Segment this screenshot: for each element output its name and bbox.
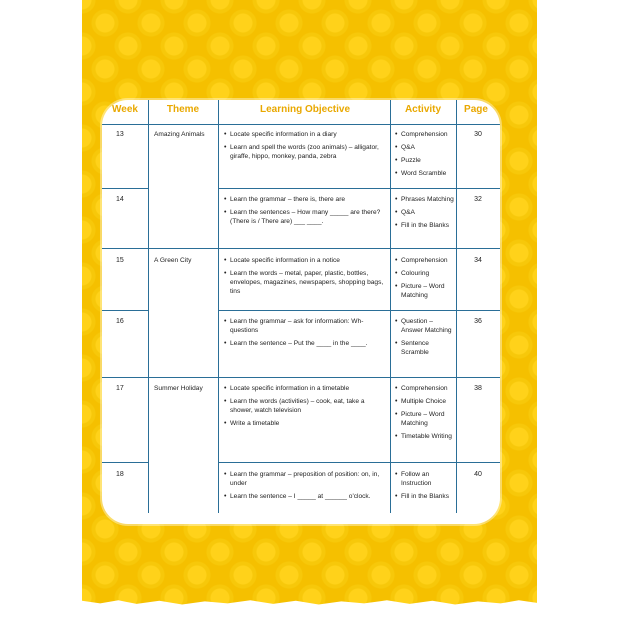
activity-item: • Multiple Choice [395, 397, 455, 406]
header-learning-objective: Learning Objective [259, 104, 351, 115]
row-divider [218, 188, 500, 189]
activity-item: • Word Scramble [395, 169, 455, 178]
activity-item: • Comprehension [395, 384, 455, 393]
objectives-week-18 [224, 470, 386, 505]
week-18: 18 [116, 471, 124, 478]
week-14: 14 [116, 196, 124, 203]
activity-item: • Phrases Matching [395, 195, 455, 204]
objectives-week-14 [224, 195, 386, 230]
objective-item: • Learn and spell the words (zoo animals) – alligator, giraffe, hippo, monkey, panda, zebra [224, 143, 386, 161]
page-36: 36 [474, 318, 482, 325]
objective-item: • Learn the sentence – Put the ____ in the ____. [224, 339, 386, 348]
row-divider [102, 377, 500, 378]
row-divider [218, 462, 500, 463]
objective-item: • Learn the sentence – I _____ at ______ o'clock. [224, 492, 386, 501]
objective-item: • Learn the grammar – preposition of position: on, in, under [224, 470, 386, 488]
header-page: Page [464, 104, 488, 115]
objective-item: • Locate specific information in a notice [224, 256, 386, 265]
activities-week-14 [395, 195, 455, 234]
activities-week-15 [395, 256, 455, 304]
activity-item: • Comprehension [395, 130, 455, 139]
activity-item: • Q&A [395, 208, 455, 217]
objective-item: • Learn the sentences – How many _____ are there? (There is / There are) ___ ____. [224, 208, 386, 226]
activity-item: • Timetable Writing [395, 432, 455, 441]
objectives-week-17 [224, 384, 386, 432]
column-divider [456, 100, 457, 513]
objective-item: • Locate specific information in a diary [224, 130, 386, 139]
column-divider [148, 100, 149, 513]
activities-week-16 [395, 317, 455, 361]
page-32: 32 [474, 196, 482, 203]
activity-item: • Fill in the Blanks [395, 492, 455, 501]
theme-amazing-animals: Amazing Animals [154, 131, 205, 138]
page-38: 38 [474, 385, 482, 392]
activity-item: • Question – Answer Matching [395, 317, 455, 335]
row-divider [102, 462, 148, 463]
table-header [102, 100, 500, 125]
activity-item: • Puzzle [395, 156, 455, 165]
activity-item: • Comprehension [395, 256, 455, 265]
activity-item: • Colouring [395, 269, 455, 278]
objective-item: • Write a timetable [224, 419, 386, 428]
objective-item: • Learn the grammar – ask for information: Wh- questions [224, 317, 386, 335]
theme-a-green-city: A Green City [154, 257, 192, 264]
objective-item: • Learn the words – metal, paper, plastic, bottles, envelopes, magazines, newspapers, shopping bags, tins [224, 269, 386, 296]
column-divider [390, 100, 391, 513]
activities-week-13 [395, 130, 455, 182]
activity-item: • Picture – Word Matching [395, 410, 455, 428]
objectives-week-16 [224, 317, 386, 352]
row-divider [102, 310, 148, 311]
row-divider [102, 248, 500, 249]
contents-card [102, 100, 500, 524]
row-divider [102, 188, 148, 189]
week-17: 17 [116, 385, 124, 392]
activity-item: • Q&A [395, 143, 455, 152]
activities-week-18 [395, 470, 455, 505]
page-34: 34 [474, 257, 482, 264]
activities-week-17 [395, 384, 455, 445]
week-13: 13 [116, 131, 124, 138]
header-week: Week [112, 104, 138, 115]
header-theme: Theme [166, 104, 200, 115]
activity-item: • Sentence Scramble [395, 339, 455, 357]
objective-item: • Learn the words (activities) – cook, eat, take a shower, watch television [224, 397, 386, 415]
activity-item: • Follow an Instruction [395, 470, 455, 488]
objectives-week-15 [224, 256, 386, 300]
objectives-week-13 [224, 130, 386, 165]
row-divider [218, 310, 500, 311]
activity-item: • Picture – Word Matching [395, 282, 455, 300]
week-16: 16 [116, 318, 124, 325]
column-divider [218, 100, 219, 513]
activity-item: • Fill in the Blanks [395, 221, 455, 230]
page-30: 30 [474, 131, 482, 138]
objective-item: • Learn the grammar – there is, there are [224, 195, 386, 204]
page-40: 40 [474, 471, 482, 478]
torn-paper-edge [82, 593, 537, 619]
theme-summer-holiday: Summer Holiday [154, 385, 203, 392]
objective-item: • Locate specific information in a timetable [224, 384, 386, 393]
header-activity: Activity [404, 104, 442, 115]
week-15: 15 [116, 257, 124, 264]
